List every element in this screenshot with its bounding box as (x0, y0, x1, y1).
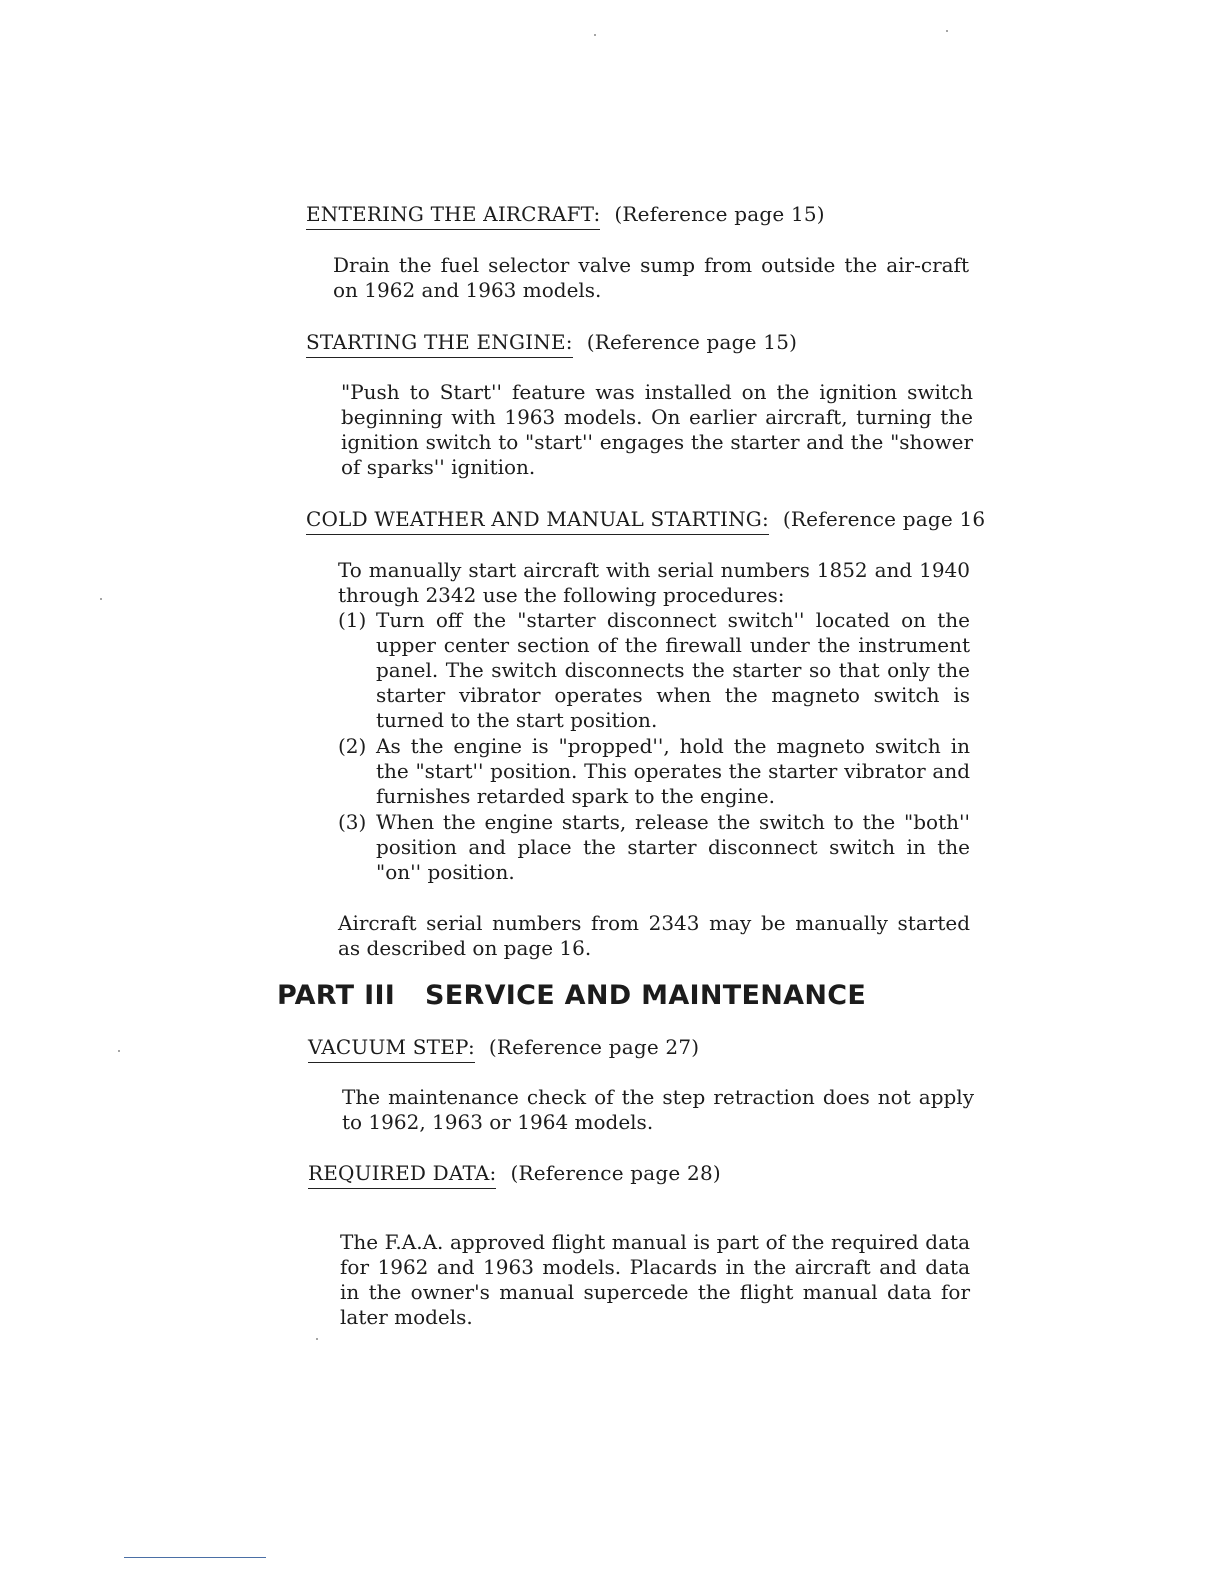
paragraph: The F.A.A. approved flight manual is part of the required data for 1962 and 1963 models. Placards in the aircraft and data in the owner's manual supercede the flight manual data for later models. (340, 1230, 970, 1329)
section-reference: (Reference page 27) (488, 1035, 700, 1059)
part-title: SERVICE AND MAINTENANCE (425, 980, 867, 1011)
scan-speck (100, 598, 102, 600)
cold-weather-intro (338, 558, 970, 608)
scan-speck (316, 1338, 318, 1340)
part-label: PART III (277, 980, 396, 1011)
section-heading-cold-weather (306, 507, 985, 535)
section-heading-starting (306, 330, 797, 358)
part-heading (277, 980, 866, 1011)
section-heading-required-data (308, 1161, 721, 1189)
step-number: (3) (338, 810, 367, 834)
paragraph: Aircraft serial numbers from 2343 may be manually started as described on page 16. (338, 911, 970, 960)
section-heading-vacuum-step (308, 1035, 699, 1063)
procedure-step (338, 734, 970, 809)
step-number: (1) (338, 608, 367, 632)
step-text: Turn off the "starter disconnect switch'' located on the upper center section of the firewall under the instrument panel. The switch disconnects the starter so that only the starter vibrator operates when the magneto switch is turned to the start position. (376, 608, 970, 732)
section-reference: (Reference page 15) (586, 330, 798, 354)
scan-speck (118, 1050, 120, 1052)
paragraph: Drain the fuel selector valve sump from outside the air-craft on 1962 and 1963 models. (333, 253, 969, 302)
section-title: STARTING THE ENGINE: (306, 330, 573, 358)
scan-speck (946, 30, 948, 32)
step-text: As the engine is "propped'', hold the magneto switch in the "start'' position. This operates the starter vibrator and furnishes retarded spark to the engine. (376, 734, 970, 808)
step-text: When the engine starts, release the switch to the "both'' position and place the starter disconnect switch in the "on'' position. (376, 810, 970, 884)
section-title: COLD WEATHER AND MANUAL STARTING: (306, 507, 769, 535)
paragraph: "Push to Start'' feature was installed on the ignition switch beginning with 1963 models. On earlier aircraft, turning the ignition switch to "start'' engages the starter and the "shower of sparks'' ignition. (341, 380, 973, 479)
procedure-step (338, 810, 970, 885)
section-title: ENTERING THE AIRCRAFT: (306, 202, 600, 230)
section-reference: (Reference page 28) (510, 1161, 721, 1185)
section-body-required-data (340, 1230, 970, 1330)
step-number: (2) (338, 734, 367, 758)
section-title: VACUUM STEP: (308, 1035, 475, 1063)
cold-weather-outro (338, 911, 970, 961)
section-body-vacuum-step (342, 1085, 974, 1135)
section-body-entering (333, 253, 969, 303)
section-heading-entering (306, 202, 825, 230)
section-title: REQUIRED DATA: (308, 1161, 496, 1189)
paragraph: To manually start aircraft with serial numbers 1852 and 1940 through 2342 use the following procedures: (338, 558, 970, 607)
section-reference: (Reference page 16 (782, 507, 986, 531)
footer-rule (124, 1557, 266, 1558)
section-reference: (Reference page 15) (614, 202, 825, 226)
paragraph: The maintenance check of the step retraction does not apply to 1962, 1963 or 1964 models. (342, 1085, 974, 1134)
scan-speck (594, 34, 596, 36)
procedure-step (338, 608, 970, 733)
section-body-starting (341, 380, 973, 480)
